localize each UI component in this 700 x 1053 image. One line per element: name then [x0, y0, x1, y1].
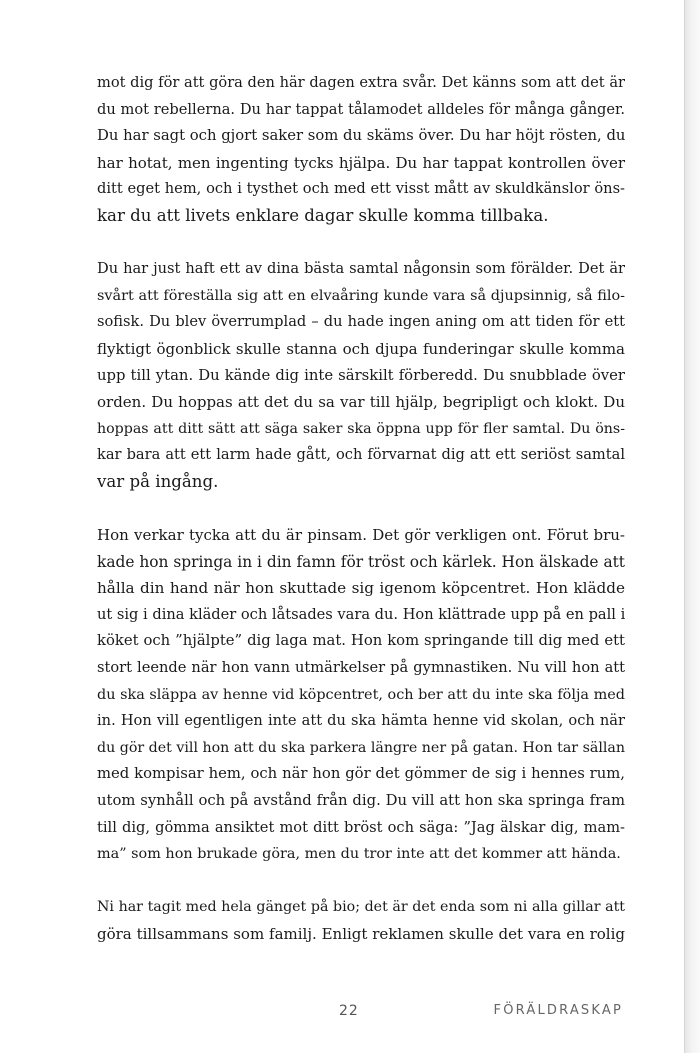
text-line: var på ingång. [97, 471, 219, 491]
text-line: du gör det vill hon att du ska parkera längre ner på gatan. Hon tar sällan [97, 739, 625, 756]
text-line: Ni har tagit med hela gänget på bio; det är det enda som ni alla gillar att [97, 899, 625, 916]
text-line: kar du att livets enklare dagar skulle komma tillbaka. [97, 205, 549, 225]
paragraph-4 [97, 894, 625, 947]
text-line: köket och ”hjälpte” dig laga mat. Hon kom springande till dig med ett [97, 632, 625, 650]
text-line: utom synhåll och på avstånd från dig. Du vill att hon ska springa fram [97, 792, 625, 810]
text-line: göra tillsammans som familj. Enligt reklamen skulle det vara en rolig [97, 925, 625, 943]
body-text [97, 70, 625, 974]
text-line: stort leende när hon vann utmärkelser på gymnastiken. Nu vill hon att [97, 659, 625, 677]
text-line: orden. Du hoppas att det du sa var till hjälp, begripligt och klokt. Du [97, 393, 625, 412]
text-line: hålla din hand när hon skuttade sig igenom köpcentret. Hon klädde [97, 579, 625, 598]
text-line: ma” som hon brukade göra, men du tror inte att det kommer att hända. [97, 846, 621, 863]
text-line: du ska släppa av henne vid köpcentret, och ber att du inte ska följa med [97, 686, 625, 703]
text-line: du mot rebellerna. Du har tappat tålamodet alldeles för många gånger. [97, 100, 625, 118]
text-line: upp till ytan. Du kände dig inte särskilt förberedd. Du snubblade över [97, 366, 625, 384]
text-line: har hotat, men ingenting tycks hjälpa. Du har tappat kontrollen över [97, 153, 625, 172]
text-line: svårt att föreställa sig att en elvaåring kunde vara så djupsinnig, så filo- [97, 287, 625, 304]
text-line: ut sig i dina kläder och låtsades vara du. Hon klättrade upp på en pall i [97, 605, 626, 623]
text-line: kar bara att ett larm hade gått, och förvarnat dig att ett seriöst samtal [97, 446, 625, 464]
text-line: sofisk. Du blev överrumplad – du hade ingen aning om att tiden för ett [97, 313, 625, 331]
text-line: mot dig för att göra den här dagen extra svår. Det känns som att det är [97, 74, 625, 91]
page-edge-shadow [684, 0, 700, 1053]
text-line: Du har sagt och gjort saker som du skäms över. Du har höjt rösten, du [97, 127, 626, 145]
text-line: in. Hon vill egentligen inte att du ska hämta henne vid skolan, och när [97, 712, 625, 730]
text-line: hoppas att ditt sätt att säga saker ska öppna upp för fler samtal. Du öns- [97, 420, 625, 437]
paragraph-2 [97, 256, 625, 495]
text-line: ditt eget hem, och i tysthet och med ett visst mått av skuldkänslor öns- [97, 180, 625, 198]
text-line: till dig, gömma ansiktet mot ditt bröst och säga: ”Jag älskar dig, mam- [97, 818, 625, 836]
running-head: FÖRÄLDRASKAP [493, 1003, 623, 1018]
text-line: med kompisar hem, och när hon gör det gömmer de sig i hennes rum, [97, 765, 625, 783]
paragraph-1 [97, 70, 625, 230]
paragraph-3 [97, 522, 625, 868]
text-line: Hon verkar tycka att du är pinsam. Det gör verkligen ont. Förut bru- [97, 526, 625, 545]
text-line: Du har just haft ett av dina bästa samtal någonsin som förälder. Det är [97, 260, 625, 278]
text-line: flyktigt ögonblick skulle stanna och djupa funderingar skulle komma [97, 339, 625, 358]
text-line: kade hon springa in i din famn för tröst och kärlek. Hon älskade att [97, 552, 625, 571]
page-number: 22 [339, 1003, 359, 1019]
